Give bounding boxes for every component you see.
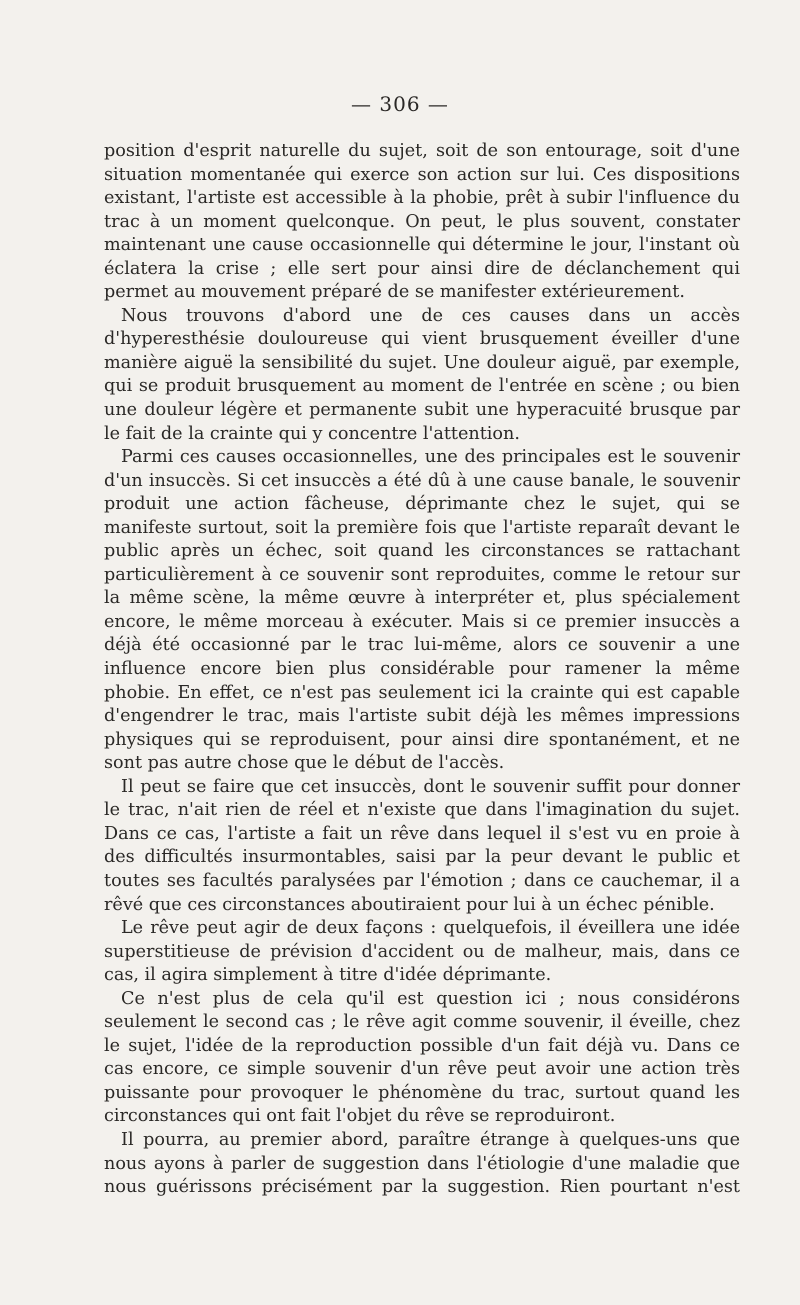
paragraph: position d'esprit naturelle du sujet, soit de son entourage, soit d'une situation momentanée qui exerce son action sur lui. Ces dispositions existant, l'artiste est accessible à la phobie, prêt à subir l'influence du trac à un moment quelconque. On peut, le plus souvent, constater maintenant une cause occasionnelle qui détermine le jour, l'instant où éclatera la crise ; elle sert pour ainsi dire de déclanchement qui permet au mouvement préparé de se manifester extérieurement. [104,141,740,303]
paragraph: Nous trouvons d'abord une de ces causes dans un accès d'hyperesthésie douloureuse qui vient brusquement éveiller d'une manière aiguë la sensibilité du sujet. Une douleur aiguë, par exemple, qui se produit brusquement au moment de l'entrée en scène ; ou bien une douleur légère et permanente subit une hyperacuité brusque par le fait de la crainte qui y concentre l'attention. [104,305,740,444]
paragraph: Il pourra, au premier abord, paraître étrange à quelques-uns que nous ayons à parler de suggestion dans l'étiologie d'une maladie que nous guérissons précisément par la suggestion. Rien pourtant n'est [104,1129,740,1198]
body-text [104,140,740,1200]
page-number: — 306 — [351,92,449,116]
paragraph: Ce n'est plus de cela qu'il est question ici ; nous considérons seulement le second cas ; le rêve agit comme souvenir, il éveille, chez le sujet, l'idée de la reproduction possible d'un fait déjà vu. Dans ce cas encore, ce simple souvenir d'un rêve peut avoir une action très puissante pour provoquer le phénomène du trac, surtout quand les circonstances qui ont fait l'objet du rêve se reproduiront. [104,988,740,1127]
paragraph: Le rêve peut agir de deux façons : quelquefois, il éveillera une idée superstitieuse de prévision d'accident ou de malheur, mais, dans ce cas, il agira simplement à titre d'idée déprimante. [104,918,740,986]
paragraph: Il peut se faire que cet insuccès, dont le souvenir suffit pour donner le trac, n'ait rien de réel et n'existe que dans l'imagination du sujet. Dans ce cas, l'artiste a fait un rêve dans lequel il s'est vu en proie à des difficultés insurmontables, saisi par la peur devant le public et toutes ses facultés paralysées par l'émotion ; dans ce cauchemar, il a rêvé que ces circonstances aboutiraient pour lui à un échec pénible. [104,776,740,915]
paragraph: Parmi ces causes occasionnelles, une des principales est le souvenir d'un insuccès. Si cet insuccès a été dû à une cause banale, le souvenir produit une action fâcheuse, déprimante chez le sujet, qui se manifeste surtout, soit la première fois que l'artiste reparaît devant le public après un échec, soit quand les circonstances se rattachant particulièrement à ce souvenir sont reproduites, comme le retour sur la même scène, la même œuvre à interpréter et, plus spécialement encore, le même morceau à exécuter. Mais si ce premier insuccès a déjà été occasionné par le trac lui-même, alors ce souvenir a une influence encore bien plus considérable pour ramener la même phobie. En effet, ce n'est pas seulement ici la crainte qui est capable d'engendrer le trac, mais l'artiste subit déjà les mêmes impressions physiques qui se reproduisent, pour ainsi dire spontanément, et ne sont pas autre chose que le début de l'accès. [104,447,740,774]
